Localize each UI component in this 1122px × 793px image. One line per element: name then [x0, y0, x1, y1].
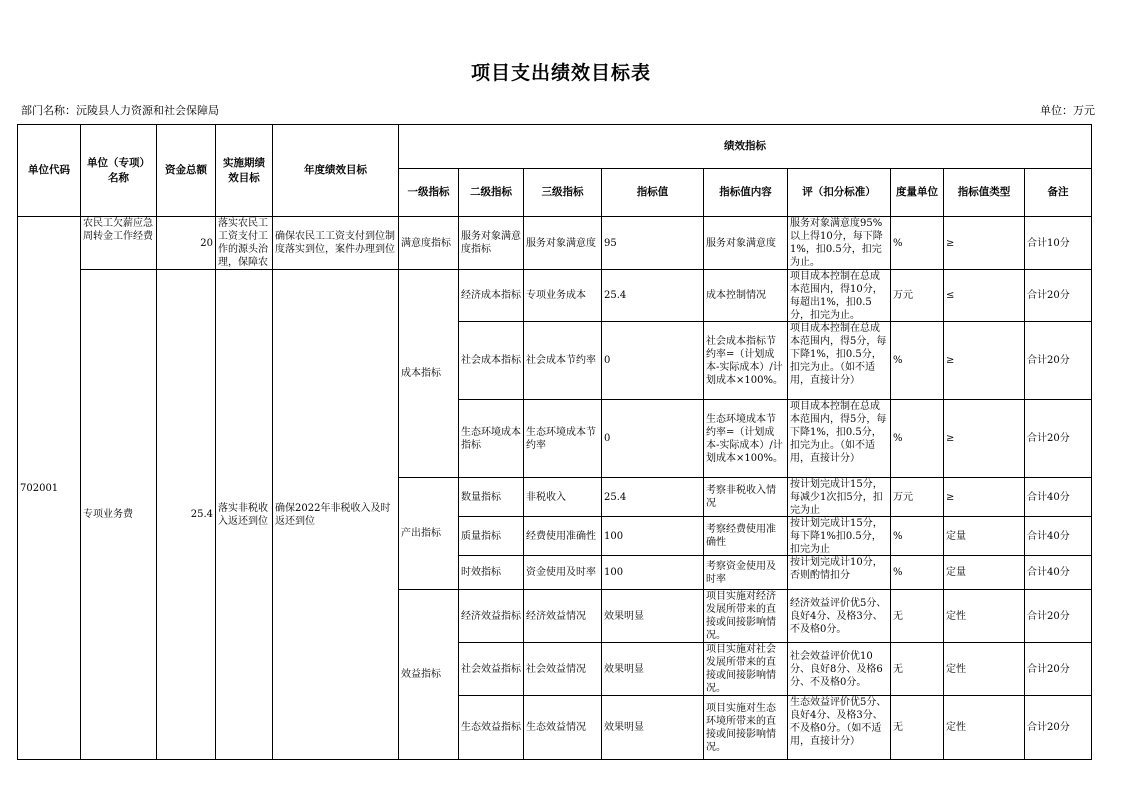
content-cell: 考察资金使用及时率	[704, 556, 788, 590]
project-name-cell: 农民工欠薪应急周转金工作经费	[81, 217, 157, 270]
unit-code-cell: 702001	[18, 217, 81, 760]
level2-cell: 数量指标	[459, 478, 524, 517]
remark-cell: 合计20分	[1025, 590, 1092, 643]
value-cell: 效果明显	[602, 590, 704, 643]
level2-cell: 生态环境成本指标	[459, 400, 524, 478]
measure-unit-cell: 万元	[891, 478, 944, 517]
remark-cell: 合计10分	[1025, 217, 1092, 270]
level3-cell: 服务对象满意度	[524, 217, 602, 270]
col-header-total-funds: 资金总额	[157, 125, 216, 217]
content-cell: 服务对象满意度	[704, 217, 788, 270]
total-funds-cell: 20	[157, 217, 216, 270]
scoring-text: 项目成本控制在总成本范围内，得5分，每下降1%，扣0.5分，扣完为止。（如不适用，直接计分）	[790, 401, 887, 464]
col-header-scoring: 评（扣分标准）	[788, 169, 891, 217]
scoring-text: 生态效益评价优5分、良好4分、及格3分、不及格0分。（如不适用，直接计分）	[790, 697, 887, 747]
col-header-level2: 二级指标	[459, 169, 524, 217]
performance-target-table	[17, 124, 1092, 760]
value-type-cell: 定性	[944, 590, 1025, 643]
level2-cell: 服务对象满意度指标	[459, 217, 524, 270]
remark-cell: 合计20分	[1025, 643, 1092, 696]
value-type-cell: ≥	[944, 217, 1025, 270]
scoring-text: 按计划完成计15分，每减少1次扣5分，扣完为止	[790, 479, 883, 516]
measure-unit-cell: %	[891, 556, 944, 590]
project-name-cell: 专项业务费	[81, 270, 157, 760]
col-header-remarks: 备注	[1025, 169, 1092, 217]
content-cell: 项目实施对生态环境所带来的直接或间接影响情况。	[704, 696, 788, 760]
content-cell: 成本控制情况	[704, 270, 788, 322]
level3-cell: 社会成本节约率	[524, 322, 602, 400]
implementation-goal-cell	[216, 217, 273, 270]
scoring-cell	[788, 322, 891, 400]
level3-cell: 经费使用准确性	[524, 517, 602, 556]
measure-unit-cell: 无	[891, 643, 944, 696]
value-type-cell: 定性	[944, 643, 1025, 696]
value-type-cell: 定性	[944, 696, 1025, 760]
scoring-cell	[788, 696, 891, 760]
scoring-cell: 经济效益评价优5分、良好4分、及格3分、不及格0分。	[788, 590, 891, 643]
col-header-unit-code: 单位代码	[18, 125, 81, 217]
remark-cell: 合计20分	[1025, 696, 1092, 760]
remark-cell: 合计40分	[1025, 478, 1092, 517]
level3-cell: 生态环境成本节约率	[524, 400, 602, 478]
measure-unit-cell: %	[891, 322, 944, 400]
measure-unit-cell: 无	[891, 590, 944, 643]
col-header-value-content: 指标值内容	[704, 169, 788, 217]
level1-cell: 效益指标	[399, 590, 459, 760]
value-type-cell: ≤	[944, 270, 1025, 322]
value-cell: 效果明显	[602, 643, 704, 696]
currency-unit: 单位：万元	[1040, 104, 1095, 117]
value-cell: 100	[602, 517, 704, 556]
scoring-cell: 社会效益评价优10分、良好8分、及格6分、不及格0分。	[788, 643, 891, 696]
content-cell: 项目实施对社会发展所带来的直接或间接影响情况。	[704, 643, 788, 696]
col-header-level3: 三级指标	[524, 169, 602, 217]
level3-cell: 资金使用及时率	[524, 556, 602, 590]
content-cell: 考察非税收入情况	[704, 478, 788, 517]
value-cell: 25.4	[602, 478, 704, 517]
level3-cell: 专项业务成本	[524, 270, 602, 322]
col-header-value: 指标值	[602, 169, 704, 217]
level2-cell: 经济效益指标	[459, 590, 524, 643]
content-cell: 项目实施对经济发展所带来的直接或间接影响情况。	[704, 590, 788, 643]
value-cell: 效果明显	[602, 696, 704, 760]
header-row-1	[18, 125, 1092, 169]
value-type-cell: ≥	[944, 478, 1025, 517]
level1-cell: 产出指标	[399, 478, 459, 590]
measure-unit-cell: %	[891, 217, 944, 270]
value-type-cell: ≥	[944, 400, 1025, 478]
value-cell: 100	[602, 556, 704, 590]
remark-cell: 合计40分	[1025, 517, 1092, 556]
scoring-cell	[788, 556, 891, 590]
level2-cell: 时效指标	[459, 556, 524, 590]
level1-cell: 满意度指标	[399, 217, 459, 270]
value-type-cell: ≥	[944, 322, 1025, 400]
scoring-text: 按计划完成计15分，每下降1%扣0.5分，扣完为止	[790, 518, 883, 555]
scoring-cell	[788, 217, 891, 270]
implementation-goal-text: 落实农民工工资支付工作的源头治理，保障农	[218, 218, 268, 268]
value-type-cell: 定量	[944, 556, 1025, 590]
level1-cell: 成本指标	[399, 270, 459, 478]
table-row	[18, 217, 1092, 270]
content-cell: 生态环境成本节约率=（计划成本-实际成本）/计划成本×100%。	[704, 400, 788, 478]
remark-cell: 合计20分	[1025, 270, 1092, 322]
value-cell: 95	[602, 217, 704, 270]
level3-cell: 社会效益情况	[524, 643, 602, 696]
level3-cell: 经济效益情况	[524, 590, 602, 643]
level3-cell: 非税收入	[524, 478, 602, 517]
department-name: 部门名称：沅陵县人力资源和社会保障局	[21, 104, 219, 117]
col-header-project-name: 单位（专项）名称	[81, 125, 157, 217]
value-cell: 25.4	[602, 270, 704, 322]
scoring-cell	[788, 517, 891, 556]
col-header-performance-indicators: 绩效指标	[399, 125, 1092, 169]
page-title: 项目支出绩效目标表	[470, 62, 651, 84]
scoring-text: 项目成本控制在总成本范围内，得5分，每下降1%，扣0.5分，扣完为止。（如不适用，直接计分）	[790, 323, 887, 386]
annual-goal-cell: 确保2022年非税收入及时返还到位	[273, 270, 399, 760]
table-row	[18, 270, 1092, 322]
implementation-goal-cell: 落实非税收入返还到位	[216, 270, 273, 760]
value-cell: 0	[602, 400, 704, 478]
col-header-measure-unit: 度量单位	[891, 169, 944, 217]
level2-cell: 质量指标	[459, 517, 524, 556]
remark-cell: 合计20分	[1025, 400, 1092, 478]
col-header-value-type: 指标值类型	[944, 169, 1025, 217]
total-funds-cell: 25.4	[157, 270, 216, 760]
value-type-cell: 定量	[944, 517, 1025, 556]
scoring-text: 服务对象满意度95%以上得10分，每下降1%，扣0.5分，扣完为止。	[790, 218, 883, 268]
scoring-cell	[788, 400, 891, 478]
scoring-text: 项目成本控制在总成本范围内，得10分，每超出1%，扣0.5分，扣完为止。	[790, 271, 883, 321]
value-cell: 0	[602, 322, 704, 400]
scoring-cell	[788, 270, 891, 322]
col-header-level1: 一级指标	[399, 169, 459, 217]
content-cell: 社会成本指标节约率=（计划成本-实际成本）/计划成本×100%。	[704, 322, 788, 400]
measure-unit-cell: %	[891, 517, 944, 556]
level2-cell: 社会效益指标	[459, 643, 524, 696]
measure-unit-cell: 无	[891, 696, 944, 760]
measure-unit-cell: %	[891, 400, 944, 478]
annual-goal-cell: 确保农民工工资支付到位制度落实到位，案件办理到位	[273, 217, 399, 270]
level2-cell: 生态效益指标	[459, 696, 524, 760]
level2-cell: 社会成本指标	[459, 322, 524, 400]
remark-cell: 合计20分	[1025, 322, 1092, 400]
level2-cell: 经济成本指标	[459, 270, 524, 322]
remark-cell: 合计40分	[1025, 556, 1092, 590]
measure-unit-cell: 万元	[891, 270, 944, 322]
scoring-cell	[788, 478, 891, 517]
scoring-text: 按计划完成计10分，否则酌情扣分	[790, 557, 883, 581]
col-header-annual-goal: 年度绩效目标	[273, 125, 399, 217]
col-header-implementation-goal: 实施期绩效目标	[216, 125, 273, 217]
level3-cell: 生态效益情况	[524, 696, 602, 760]
content-cell: 考察经费使用准确性	[704, 517, 788, 556]
